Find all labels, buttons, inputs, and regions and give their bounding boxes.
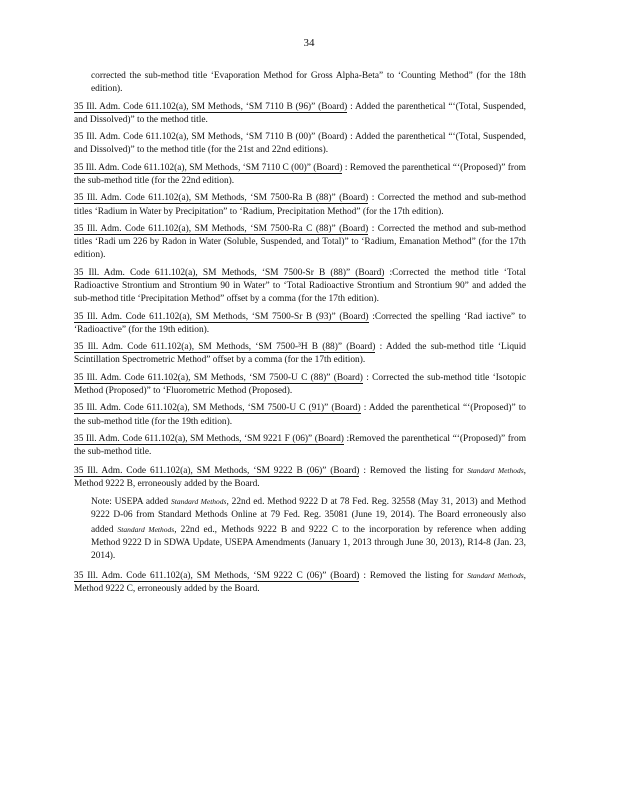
entry-sm-7500-u-c-88 bbox=[74, 372, 526, 398]
entry-citation: 35 Ill. Adm. Code 611.102(a), SM Methods, ‘SM 7110 C (00)” (Board) bbox=[74, 162, 343, 173]
note-text: , 22nd ed. Method 9222 D at 78 Fed. Reg. 32558 (May 31, 2013) and Method 9222 D-06 from Standard Methods Online at 79 Fed. Reg. 35081 (June 19, 2014). The Board erroneously also added bbox=[91, 497, 526, 535]
note-text: Note: USEPA added bbox=[91, 497, 169, 508]
entry-text: :Corrected the method title ‘Total Radioactive Strontium and Strontium 90 in Water” to ‘Total Radioactive Strontium and Strontium 90” and added the sub-method title ‘Precipitation Method” offset by a comma (for the 17th edition). bbox=[74, 267, 526, 305]
entry-sm-7500-3h-b-88 bbox=[74, 341, 526, 367]
entry-citation: 35 Ill. Adm. Code 611.102(a), SM Methods, ‘SM 7500-Ra B (88)” (Board) bbox=[74, 193, 369, 204]
standard-methods-title: Standard Methods bbox=[467, 571, 524, 581]
entry-citation: 35 Ill. Adm. Code 611.102(a), SM Methods, ‘SM 7500-Ra C (88)” (Board) bbox=[74, 223, 369, 234]
entry-citation: 35 Ill. Adm. Code 611.102(a), SM Methods, ‘SM 7500-Sr B (93)” (Board) bbox=[74, 311, 369, 322]
entry-text: :Removed the parenthetical “‘(Proposed)” from the sub-method title. bbox=[74, 433, 526, 458]
entry-citation: 35 Ill. Adm. Code 611.102(a), SM Methods, ‘SM 9221 F (06)” (Board) bbox=[74, 433, 344, 444]
entry-citation: 35 Ill. Adm. Code 611.102(a), SM Methods, ‘SM 9222 C (06)” (Board) bbox=[74, 571, 360, 582]
entry-citation: 35 Ill. Adm. Code 611.102(a), SM Methods, ‘SM 7110 B (00)” (Board) bbox=[74, 132, 348, 143]
entry-text: :Corrected the spelling ‘Rad iactive” to ‘Radioactive” (for the 19th edition). bbox=[74, 311, 527, 335]
usepa-note bbox=[74, 495, 526, 563]
entry-text: : Removed the listing for bbox=[363, 465, 464, 476]
standard-methods-title: Standard Methods bbox=[467, 465, 524, 475]
entry-sm-7500-sr-b-93 bbox=[74, 311, 526, 337]
entry-citation: 35 Ill. Adm. Code 611.102(a), SM Methods, ‘SM 7500-U C (88)” (Board) bbox=[74, 372, 363, 383]
entry-sm-7500-ra-c-88 bbox=[74, 223, 526, 263]
entry-text: : Added the parenthetical “‘(Proposed)” to the sub-method title (for the 19th edition). bbox=[74, 403, 526, 427]
entry-text: corrected the sub-method title ‘Evaporation Method for Gross Alpha-Beta” to ‘Counting Method” (for the 18th edition). bbox=[91, 71, 526, 95]
entry-text: : Added the parenthetical “‘(Total, Suspended, and Dissolved)” to the method title (for the 21st and 22nd editions). bbox=[74, 132, 526, 156]
entry-sm-9222-c-06 bbox=[74, 569, 526, 596]
entry-continuation bbox=[74, 70, 526, 96]
entry-text: : Added the sub-method title ‘Liquid Scintillation Spectrometric Method” offset by a comma (for the 17th edition). bbox=[74, 342, 526, 366]
entry-text: : Corrected the sub-method title ‘Isotopic Method (Proposed)” to ‘Fluorometric Method (Proposed). bbox=[74, 372, 526, 396]
entry-sm-7500-sr-b-88 bbox=[74, 267, 526, 307]
entry-sm-9222-b-06 bbox=[74, 464, 526, 491]
entry-sm-7110-c-00 bbox=[74, 162, 526, 188]
entry-text: : Corrected the method and sub-method titles ‘Radi um 226 by Radon in Water (Soluble, Suspended, and Total)” to ‘Radium, Emanation Method” (for the 17th edition). bbox=[74, 223, 526, 261]
entry-sm-7500-u-c-91 bbox=[74, 402, 526, 428]
standard-methods-title: Standard Methods bbox=[117, 524, 175, 534]
page-number: 34 bbox=[303, 37, 315, 49]
entry-citation: 35 Ill. Adm. Code 611.102(a), SM Methods, ‘SM 9222 B (06)” (Board) bbox=[74, 465, 360, 476]
entry-text: : Removed the listing for bbox=[363, 571, 464, 582]
entry-sm-7110-b-00 bbox=[74, 131, 526, 157]
entry-citation: 35 Ill. Adm. Code 611.102(a), SM Methods, ‘SM 7500-U C (91)” (Board) bbox=[74, 403, 361, 414]
entry-text: , Method 9222 C, erroneously added by the Board. bbox=[74, 571, 527, 595]
entry-text: , Method 9222 B, erroneously added by the Board. bbox=[74, 465, 527, 489]
entry-sm-9221-f-06 bbox=[74, 433, 526, 459]
entry-text: : Removed the parenthetical “‘(Proposed)” from the sub-method title (for the 22nd edition). bbox=[74, 162, 526, 186]
note-text: , 22nd ed., Methods 9222 B and 9222 C to the incorporation by reference when adding Method 9222 D in SDWA Update, USEPA Amendments (January 1, 2013 through June 30, 2013), R14-8 (Jan. 23, 2014). bbox=[91, 524, 526, 561]
entry-citation: 35 Ill. Adm. Code 611.102(a), SM Methods, ‘SM 7110 B (96)” (Board) bbox=[74, 101, 348, 112]
standard-methods-title: Standard Methods bbox=[171, 497, 227, 507]
document-body bbox=[74, 70, 526, 601]
entry-citation: 35 Ill. Adm. Code 611.102(a), SM Methods, ‘SM 7500-³H B (88)” (Board) bbox=[74, 342, 376, 353]
entry-text: : Corrected the method and sub-method titles ‘Radium in Water by Precipitation” to ‘Radium, Precipitation Method” (for the 17th edition). bbox=[74, 193, 526, 217]
entry-citation: 35 Ill. Adm. Code 611.102(a), SM Methods, ‘SM 7500-Sr B (88)” (Board) bbox=[74, 267, 385, 278]
entry-sm-7110-b-96 bbox=[74, 101, 526, 127]
entry-text: : Added the parenthetical “‘(Total, Suspended, and Dissolved)” to the method title. bbox=[74, 101, 526, 125]
entry-sm-7500-ra-b-88 bbox=[74, 192, 526, 218]
